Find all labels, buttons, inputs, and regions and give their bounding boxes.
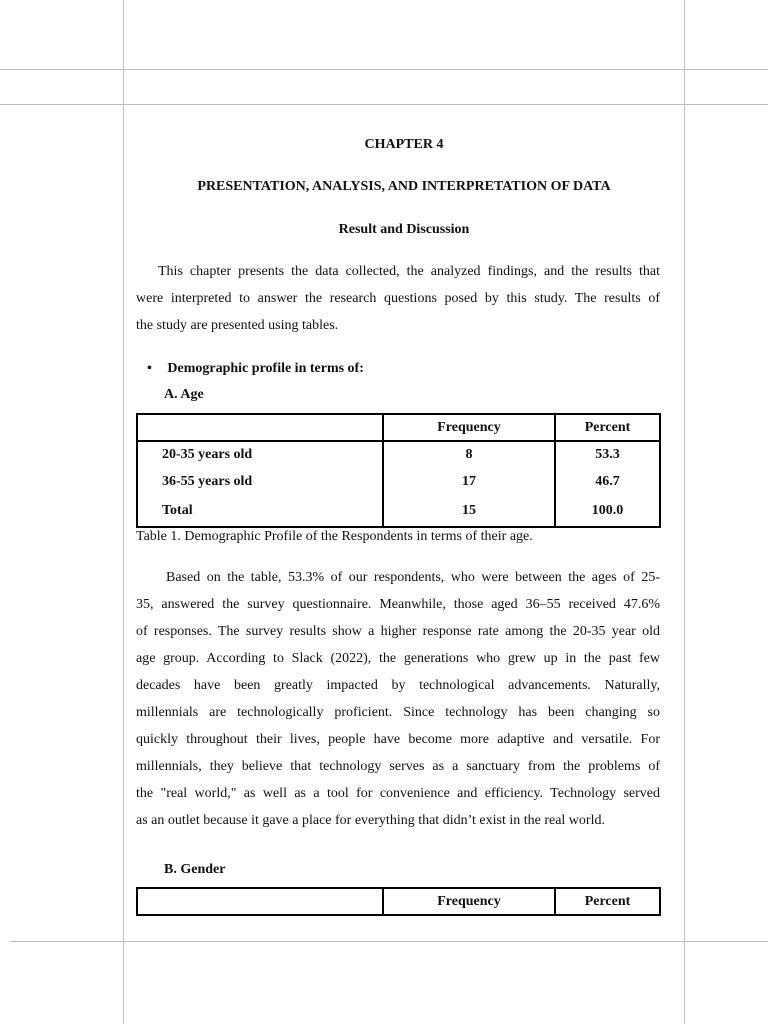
margin-guide-top-inner — [0, 104, 768, 105]
discussion-line: 35, answered the survey questionnaire. Meanwhile, those aged 36–55 received 47.6% — [136, 597, 660, 612]
intro-paragraph — [136, 258, 660, 339]
table-cell: 17 — [383, 468, 555, 495]
discussion-line: decades have been greatly impacted by technological advancements. Naturally, — [136, 678, 660, 693]
table-cell: 36-55 years old — [137, 468, 383, 495]
table-row — [137, 495, 660, 527]
margin-guide-left — [123, 0, 124, 1024]
table-cell: 15 — [383, 495, 555, 527]
bullet-dot-icon: • — [147, 361, 152, 376]
intro-line: were interpreted to answer the research questions posed by this study. The results of — [136, 291, 660, 306]
margin-guide-bottom — [10, 941, 768, 942]
age-heading: A. Age — [164, 387, 204, 402]
table-header-cell: Frequency — [383, 888, 555, 915]
table-cell: 100.0 — [555, 495, 660, 527]
bullet-item — [147, 361, 364, 377]
table-header-row — [137, 888, 660, 915]
table-header-cell: Frequency — [383, 414, 555, 441]
table-row — [137, 468, 660, 495]
intro-line: This chapter presents the data collected, the analyzed findings, and the results that — [158, 264, 660, 279]
margin-guide-top-outer — [0, 69, 768, 70]
chapter-number: CHAPTER 4 — [364, 137, 444, 152]
table-caption: Table 1. Demographic Profile of the Respondents in terms of their age. — [136, 529, 533, 544]
discussion-line: age group. According to Slack (2022), the generations who grew up in the past few — [136, 651, 660, 666]
table-row — [137, 441, 660, 468]
discussion-line: as an outlet because it gave a place for everything that didn’t exist in the real world. — [136, 813, 605, 828]
age-table — [136, 413, 661, 528]
intro-line: the study are presented using tables. — [136, 318, 339, 333]
section-heading: Result and Discussion — [338, 222, 470, 237]
table-header-cell — [137, 414, 383, 441]
table-header-cell — [137, 888, 383, 915]
margin-guide-right — [684, 0, 685, 1024]
table-header-row — [137, 414, 660, 441]
discussion-line: millennials are technologically proficient. Since technology has been changing so — [136, 705, 660, 720]
table-cell: 8 — [383, 441, 555, 468]
discussion-line: quickly throughout their lives, people have become more adaptive and versatile. For — [136, 732, 660, 747]
table-cell: 20-35 years old — [137, 441, 383, 468]
table-header-cell: Percent — [555, 888, 660, 915]
gender-table — [136, 887, 661, 916]
chapter-title: PRESENTATION, ANALYSIS, AND INTERPRETATION OF DATA — [197, 179, 611, 194]
table-header-cell: Percent — [555, 414, 660, 441]
bullet-heading: Demographic profile in terms of: — [167, 361, 364, 376]
discussion-line: the "real world," as well as a tool for convenience and efficiency. Technology served — [136, 786, 660, 801]
table-cell: Total — [137, 495, 383, 527]
discussion-paragraph — [136, 564, 660, 834]
table-cell: 53.3 — [555, 441, 660, 468]
gender-heading: B. Gender — [164, 862, 226, 877]
discussion-line: Based on the table, 53.3% of our respondents, who were between the ages of 25- — [166, 570, 660, 585]
discussion-line: millennials, they believe that technology serves as a sanctuary from the problems of — [136, 759, 660, 774]
table-cell: 46.7 — [555, 468, 660, 495]
discussion-line: of responses. The survey results show a higher response rate among the 20-35 year old — [136, 624, 660, 639]
